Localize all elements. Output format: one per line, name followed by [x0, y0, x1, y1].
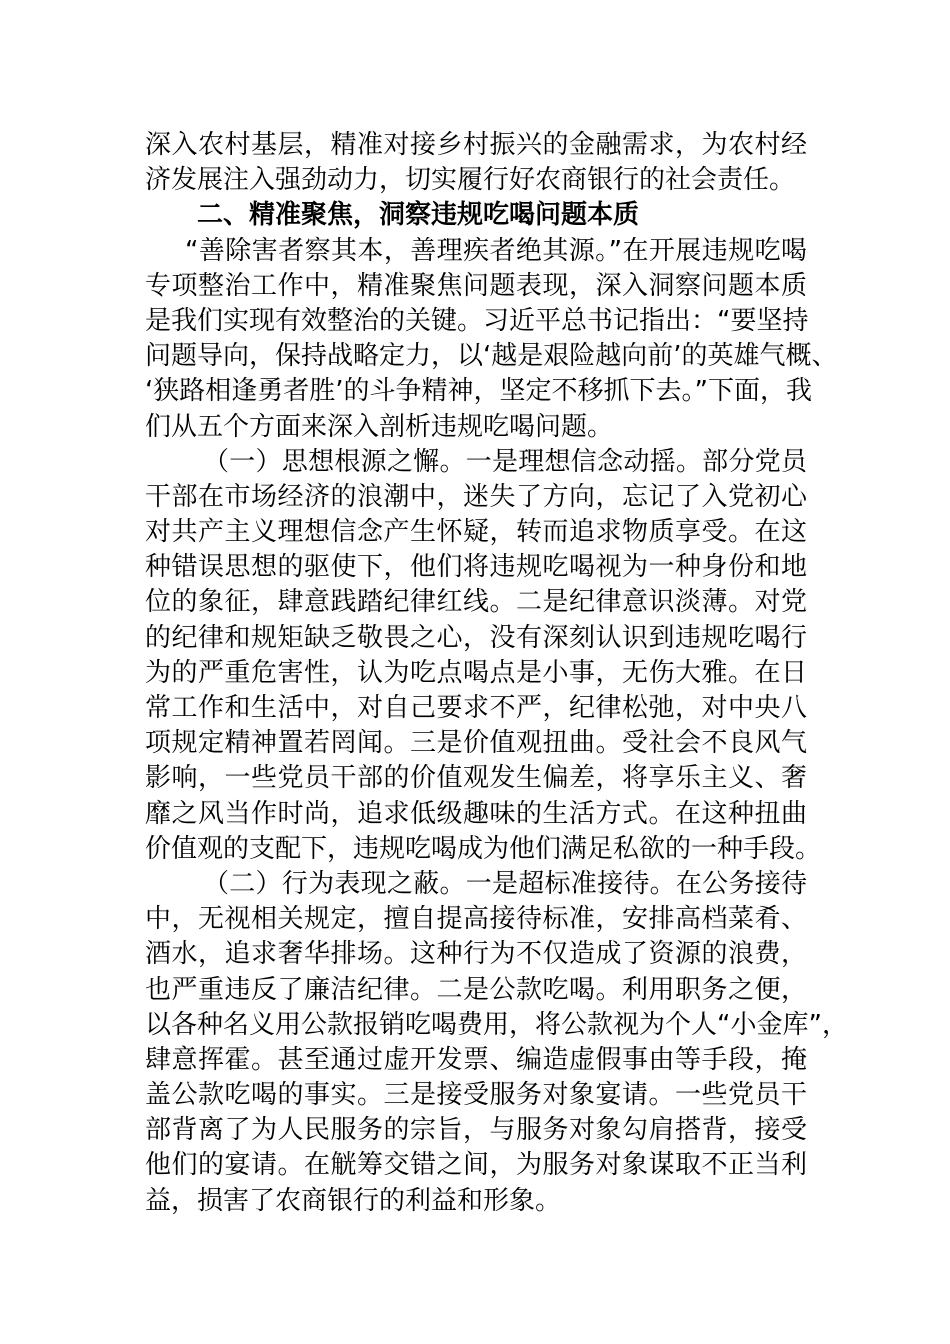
text-line: 对共产主义理想信念产生怀疑，转而追求物质享受。在这 — [145, 517, 807, 548]
text-line: 中，无视相关规定，擅自提高接待标准，安排高档菜肴、 — [145, 904, 807, 935]
paragraph-continuation — [145, 128, 807, 198]
text-line: 种错误思想的驱使下，他们将违规吃喝视为一种身份和地 — [145, 552, 807, 583]
text-line: 酒水，追求奢华排场。这种行为不仅造成了资源的浪费， — [145, 939, 807, 970]
text-line: 深入农村基层，精准对接乡村振兴的金融需求，为农村经 — [145, 130, 807, 160]
text-line: （二）行为表现之蔽。一是超标准接待。在公务接待 — [203, 868, 807, 899]
text-line: 以各种名义用公款报销吃喝费用，将公款视为个人“小金库”， — [145, 1009, 848, 1040]
section-heading — [145, 198, 807, 233]
text-line: 盖公款吃喝的事实。三是接受服务对象宴请。一些党员干 — [145, 1080, 807, 1111]
text-line: 为的严重危害性，认为吃点喝点是小事，无伤大雅。在日 — [145, 657, 807, 688]
text-line: 他们的宴请。在觥筹交错之间，为服务对象谋取不正当利 — [145, 1150, 807, 1181]
text-line: 靡之风当作时尚，追求低级趣味的生活方式。在这种扭曲 — [145, 798, 807, 829]
document-body — [145, 128, 848, 1219]
text-line: 项规定精神置若罔闻。三是价值观扭曲。受社会不良风气 — [145, 728, 807, 759]
text-line: 问题导向，保持战略定力，以‘越是艰险越向前’的英雄气概、 — [145, 341, 838, 372]
text-line: “善除害者察其本，善理疾者绝其源。”在开展违规吃喝 — [185, 235, 807, 266]
text-line: 干部在市场经济的浪潮中，迷失了方向，忘记了入党初心 — [145, 481, 807, 512]
text-line: 的纪律和规矩缺乏敬畏之心，没有深刻认识到违规吃喝行 — [145, 622, 807, 653]
text-line: 也严重违反了廉洁纪律。二是公款吃喝。利用职务之便， — [145, 974, 807, 1005]
text-line: 们从五个方面来深入剖析违规吃喝问题。 — [145, 411, 614, 442]
paragraph-quote — [145, 234, 838, 445]
text-line: 位的象征，肆意践踏纪律红线。二是纪律意识淡薄。对党 — [145, 587, 807, 618]
text-line: 部背离了为人民服务的宗旨，与服务对象勾肩搭背，接受 — [145, 1115, 807, 1146]
paragraph-subsection-1 — [145, 445, 822, 867]
text-line: 肆意挥霍。甚至通过虚开发票、编造虚假事由等手段，掩 — [145, 1044, 807, 1075]
text-line: 是我们实现有效整治的关键。习近平总书记指出：“要坚持 — [145, 305, 809, 336]
heading-line: 二、精准聚焦，洞察违规吃喝问题本质 — [197, 200, 640, 231]
text-line: 济发展注入强劲动力，切实履行好农商银行的社会责任。 — [145, 165, 796, 196]
text-line: 专项整治工作中，精准聚焦问题表现，深入洞察问题本质 — [145, 270, 807, 301]
text-line: 益，损害了农商银行的利益和形象。 — [145, 1185, 562, 1216]
text-line: 价值观的支配下，违规吃喝成为他们满足私欲的一种手段。 — [145, 833, 822, 864]
paragraph-subsection-2 — [145, 867, 848, 1219]
text-line: ‘狭路相逢勇者胜’的斗争精神，坚定不移抓下去。”下面，我 — [145, 376, 812, 407]
text-line: 影响，一些党员干部的价值观发生偏差，将享乐主义、奢 — [145, 763, 807, 794]
text-line: （一）思想根源之懈。一是理想信念动摇。部分党员 — [203, 446, 807, 477]
text-line: 常工作和生活中，对自己要求不严，纪律松弛，对中央八 — [145, 693, 807, 723]
